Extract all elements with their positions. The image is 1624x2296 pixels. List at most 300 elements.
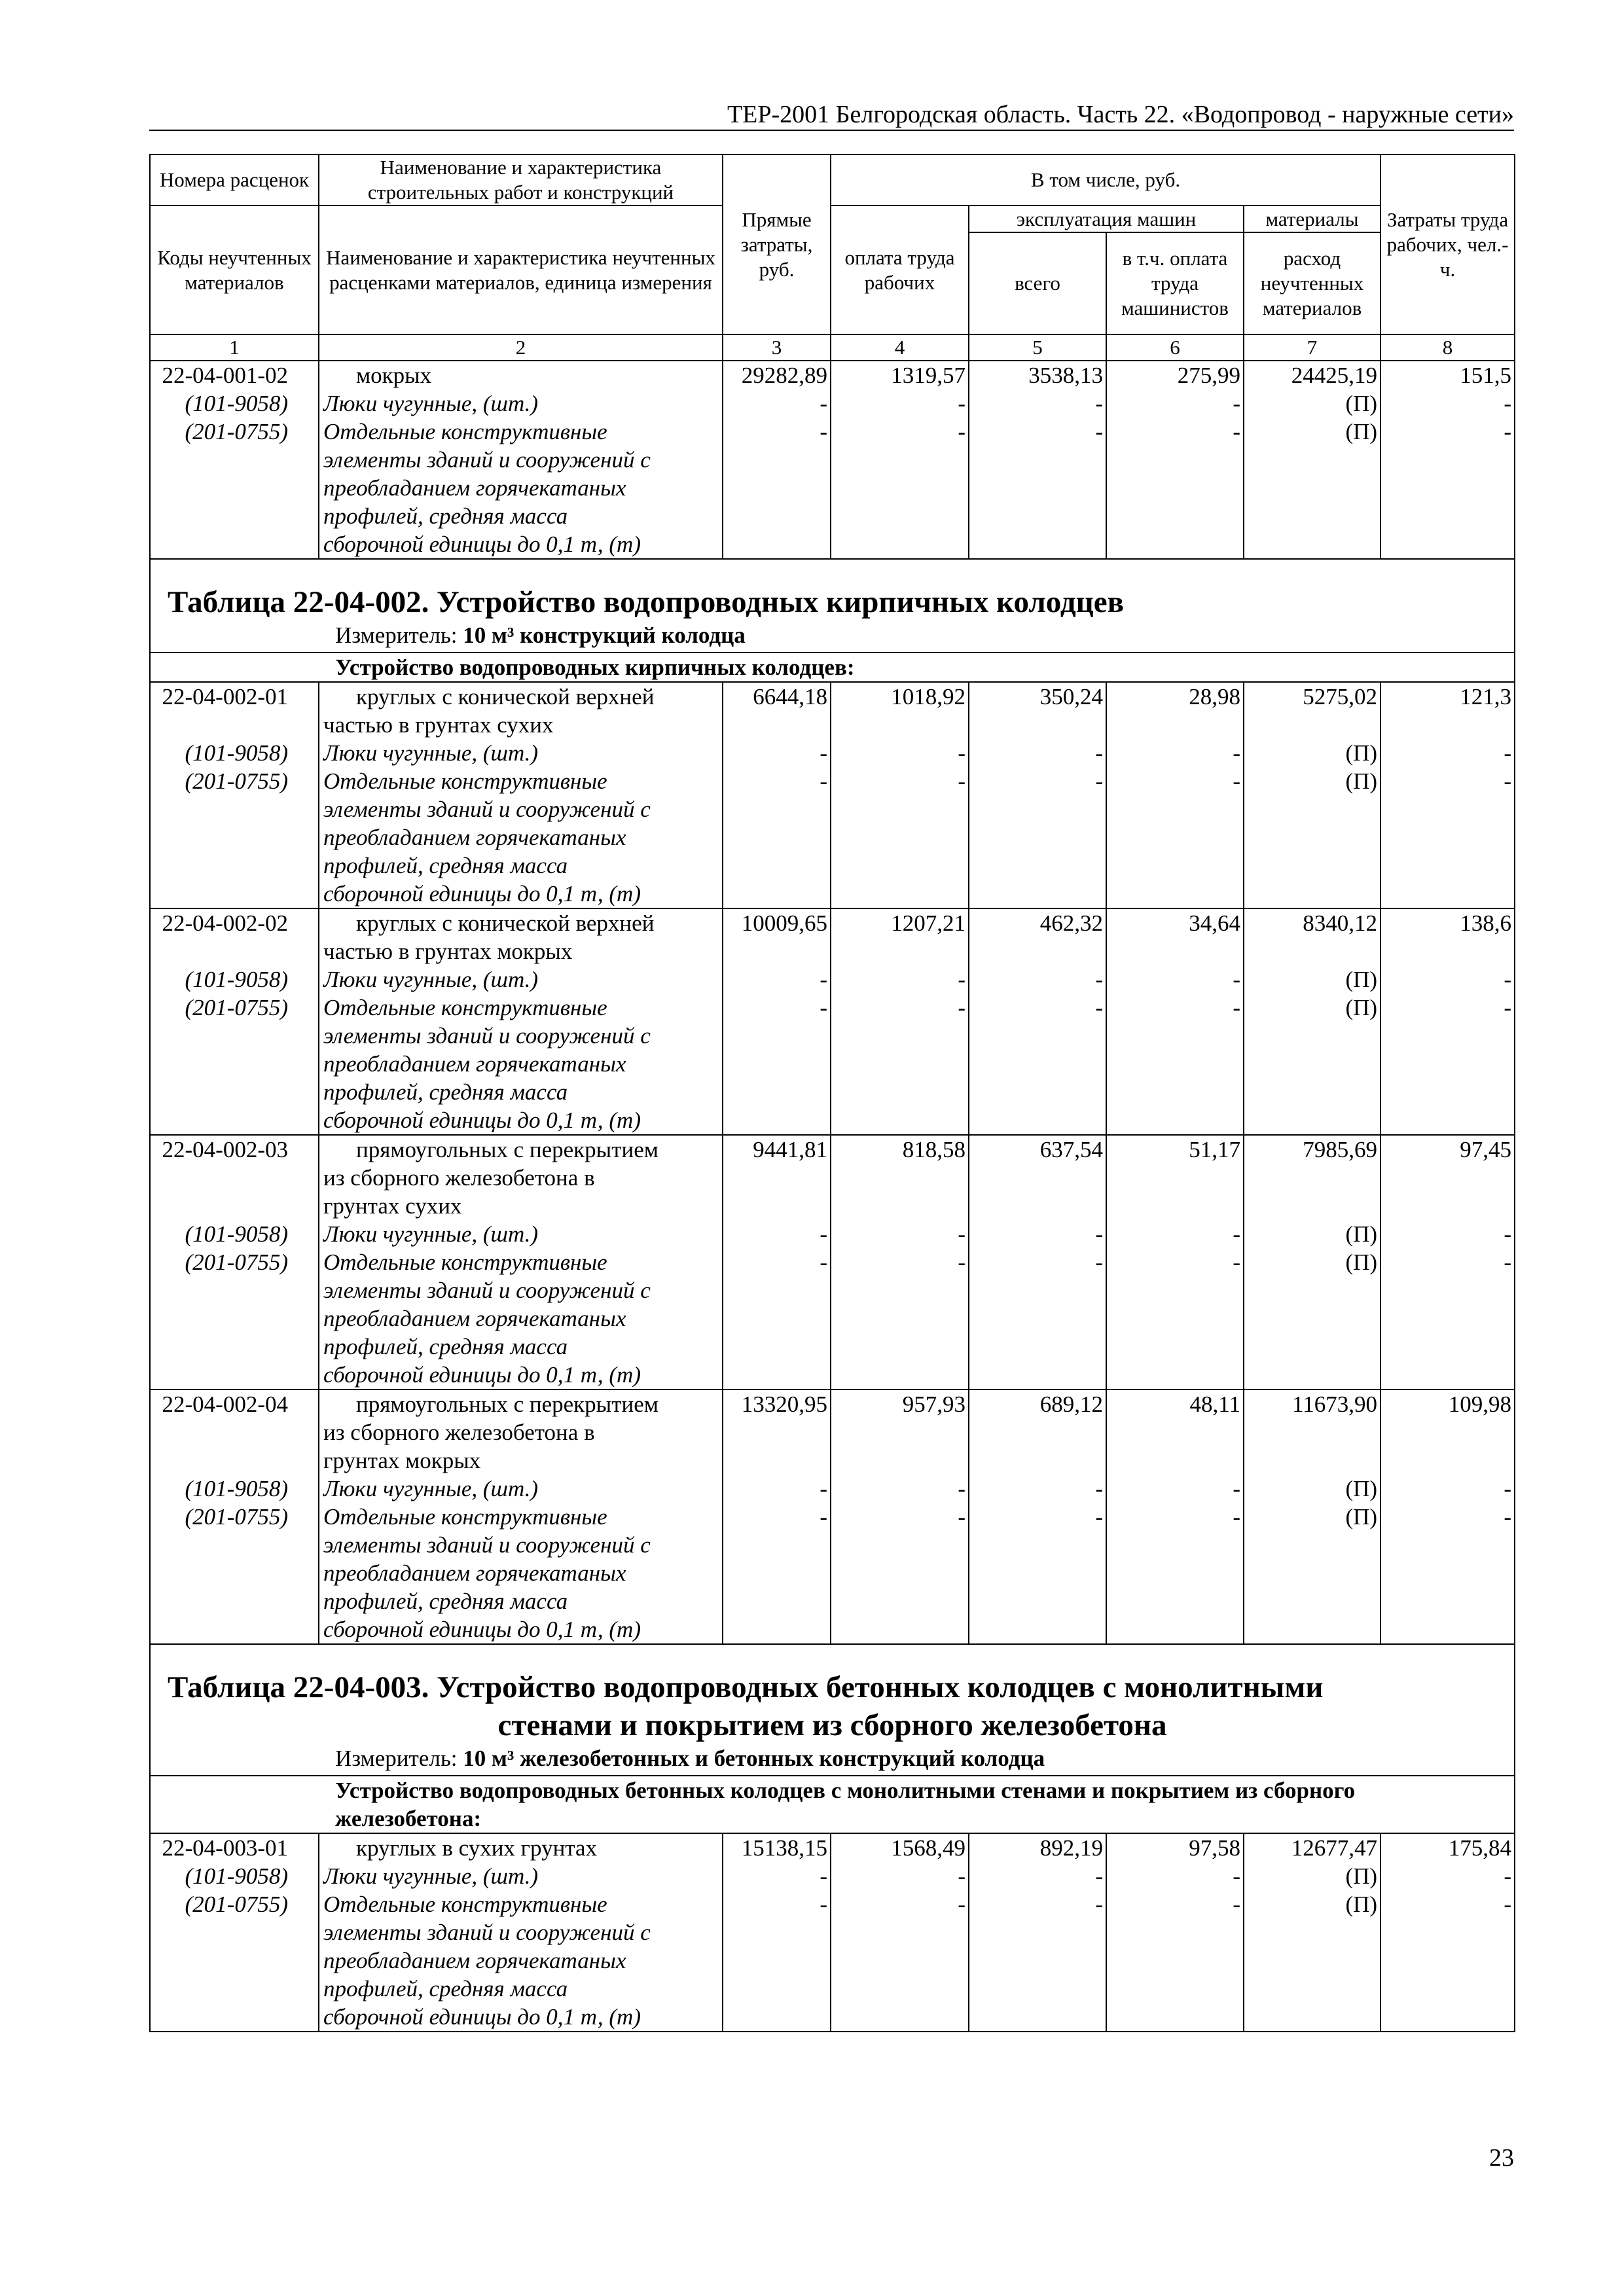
value: -: [1233, 419, 1240, 444]
spacer: [1244, 1418, 1377, 1446]
value-cell: [969, 1833, 1106, 2032]
spacer: [723, 937, 827, 965]
spacer: [1244, 1446, 1377, 1475]
value: -: [958, 1249, 965, 1275]
page-header: ТЕР-2001 Белгородская область. Часть 22. «Водопровод - наружные сети»: [727, 101, 1514, 128]
value-cell: [1380, 1135, 1515, 1390]
value-cell: [723, 361, 831, 559]
col1-subheader: Коды неучтенных материалов: [150, 206, 319, 334]
value-cell: [969, 682, 1106, 908]
col-number: 3: [723, 334, 831, 361]
material-description: элементы зданий и сооружений с: [323, 797, 651, 822]
material-code: (101-9058): [185, 967, 288, 992]
rate-code: 22-04-001-02: [162, 363, 288, 388]
value: -: [1095, 768, 1103, 794]
materials-header: материалы: [1244, 206, 1380, 232]
value-cell: [1106, 1390, 1244, 1644]
value: -: [820, 995, 827, 1020]
spacer: [831, 1164, 965, 1192]
machines-header: эксплуатация машин: [969, 206, 1244, 232]
material-code: (201-0755): [185, 1504, 288, 1530]
work-description: грунтах сухих: [323, 1193, 462, 1219]
spacer: [1107, 1446, 1240, 1475]
value: 7985,69: [1303, 1137, 1378, 1162]
material-code: (101-9058): [185, 1476, 288, 1501]
value: 138,6: [1460, 910, 1512, 936]
unaccounted-materials-header: расход неучтенных материалов: [1244, 232, 1380, 334]
labor-pay-header: оплата труда рабочих: [831, 206, 969, 334]
material-description: элементы зданий и сооружений с: [323, 447, 651, 473]
material-code: (201-0755): [185, 419, 288, 444]
value: 24425,19: [1291, 363, 1378, 388]
section-text: Устройство водопроводных кирпичных колодцев:: [335, 655, 855, 680]
measure-label: Измеритель:: [335, 622, 458, 648]
col1-header: Номера расценок: [150, 154, 319, 206]
value: (П): [1345, 995, 1378, 1020]
material-code: (201-0755): [185, 1249, 288, 1275]
rate-codes-cell: [150, 1833, 319, 2032]
rate-description-cell: [319, 1135, 723, 1390]
value: 350,24: [1039, 684, 1103, 709]
material-description: Отдельные конструктивные: [323, 1249, 607, 1275]
value-cell: [1244, 1390, 1380, 1644]
material-description: преобладанием горячекатаных: [323, 1560, 626, 1586]
value-cell: [723, 1833, 831, 2032]
spacer: [1381, 937, 1511, 965]
material-description: сборочной единицы до 0,1 т, (т): [323, 1107, 641, 1133]
value: 13320,95: [741, 1391, 827, 1417]
value: -: [958, 995, 965, 1020]
value-cell: [1106, 1135, 1244, 1390]
value: 1018,92: [891, 684, 965, 709]
rate-codes-cell: [150, 361, 319, 559]
material-description: Отдельные конструктивные: [323, 419, 607, 444]
value: -: [1095, 1863, 1103, 1889]
material-description: профилей, средняя масса: [323, 1334, 568, 1359]
spacer: [1107, 937, 1240, 965]
value: 462,32: [1039, 910, 1103, 936]
spacer: [831, 937, 965, 965]
value: -: [1095, 1221, 1103, 1247]
value: -: [1095, 419, 1103, 444]
rate-code: 22-04-002-02: [162, 910, 288, 936]
value: -: [1504, 967, 1512, 992]
spacer: [969, 1446, 1103, 1475]
value: (П): [1345, 1476, 1378, 1501]
spacer: [1244, 1164, 1377, 1192]
value: 275,99: [1177, 363, 1240, 388]
work-description: частью в грунтах мокрых: [323, 939, 573, 964]
value-cell: [1106, 361, 1244, 559]
value-cell: [969, 1135, 1106, 1390]
value-cell: [1106, 1833, 1244, 2032]
value: 1568,49: [891, 1835, 965, 1861]
spacer: [723, 1192, 827, 1220]
rate-code: 22-04-003-01: [162, 1835, 288, 1861]
value: (П): [1345, 1892, 1378, 1917]
value: 121,3: [1460, 684, 1512, 709]
page-number: 23: [1489, 2144, 1514, 2172]
value: -: [820, 1504, 827, 1530]
value-cell: [723, 1135, 831, 1390]
section-row: [150, 653, 1515, 682]
value: -: [1504, 391, 1512, 416]
rate-row: [150, 361, 1515, 559]
value: -: [958, 1476, 965, 1501]
value-cell: [1380, 361, 1515, 559]
value-cell: [1380, 1390, 1515, 1644]
measure-line: [151, 621, 1514, 649]
value: (П): [1345, 740, 1378, 766]
value: -: [820, 1249, 827, 1275]
rate-description-cell: [319, 361, 723, 559]
value-cell: [831, 682, 969, 908]
material-description: Люки чугунные, (шт.): [323, 1476, 539, 1501]
value: -: [1233, 1863, 1240, 1889]
including-header: В том числе, руб.: [831, 154, 1380, 206]
value: (П): [1345, 1249, 1378, 1275]
material-code: [151, 711, 288, 739]
col-number: 1: [150, 334, 319, 361]
spacer: [831, 711, 965, 739]
material-code: (101-9058): [185, 1863, 288, 1889]
col-number: 4: [831, 334, 969, 361]
material-description: элементы зданий и сооружений с: [323, 1278, 651, 1303]
value: 51,17: [1189, 1137, 1240, 1162]
value: -: [1233, 1221, 1240, 1247]
value: (П): [1345, 1863, 1378, 1889]
material-code: (101-9058): [185, 740, 288, 766]
value: -: [820, 419, 827, 444]
value: -: [958, 740, 965, 766]
spacer: [969, 1192, 1103, 1220]
spacer: [723, 1418, 827, 1446]
value: -: [958, 967, 965, 992]
value: (П): [1345, 967, 1378, 992]
work-description: прямоугольных с перекрытием: [356, 1391, 659, 1417]
section-heading: [150, 653, 1515, 682]
value: -: [1233, 995, 1240, 1020]
value-cell: [969, 361, 1106, 559]
value-cell: [1380, 1833, 1515, 2032]
section-row: [150, 1776, 1515, 1833]
material-code: [151, 1446, 288, 1475]
value: 6644,18: [753, 684, 827, 709]
value: -: [958, 768, 965, 794]
value-cell: [1244, 361, 1380, 559]
table-title: Таблица 22-04-003. Устройство водопроводных бетонных колодцев с монолитными: [168, 1670, 1324, 1704]
value: -: [820, 768, 827, 794]
material-description: сборочной единицы до 0,1 т, (т): [323, 1617, 641, 1642]
spacer: [723, 711, 827, 739]
material-code: [151, 1418, 288, 1446]
material-description: сборочной единицы до 0,1 т, (т): [323, 1362, 641, 1388]
value: 11673,90: [1292, 1391, 1378, 1417]
value: -: [1233, 768, 1240, 794]
rate-row: [150, 1135, 1515, 1390]
rate-codes-cell: [150, 1135, 319, 1390]
work-description: из сборного железобетона в: [323, 1165, 595, 1191]
value-cell: [723, 682, 831, 908]
work-description: круглых с конической верхней: [356, 910, 655, 936]
rate-codes-cell: [150, 1390, 319, 1644]
value-cell: [831, 1390, 969, 1644]
work-description: круглых с конической верхней: [356, 684, 655, 709]
material-code: (101-9058): [185, 1221, 288, 1247]
value: (П): [1345, 768, 1378, 794]
material-description: Люки чугунные, (шт.): [323, 967, 539, 992]
value: -: [820, 1476, 827, 1501]
material-code: (201-0755): [185, 1892, 288, 1917]
material-code: [151, 1192, 288, 1220]
material-code: [151, 1164, 288, 1192]
value: -: [1504, 995, 1512, 1020]
table-title: стенами и покрытием из сборного железобетона: [497, 1708, 1167, 1742]
material-description: преобладанием горячекатаных: [323, 1306, 626, 1331]
material-description: элементы зданий и сооружений с: [323, 1532, 651, 1558]
rate-description-cell: [319, 1833, 723, 2032]
value: -: [1504, 1863, 1512, 1889]
work-description: мокрых: [356, 363, 432, 388]
value: -: [1095, 1504, 1103, 1530]
value: 97,45: [1460, 1137, 1512, 1162]
value-cell: [1244, 1135, 1380, 1390]
value: 818,58: [902, 1137, 965, 1162]
value: 8340,12: [1303, 910, 1378, 936]
material-description: преобладанием горячекатаных: [323, 1948, 626, 1973]
measure-label: Измеритель:: [335, 1746, 458, 1771]
value-cell: [831, 361, 969, 559]
value: 29282,89: [741, 363, 827, 388]
value-cell: [723, 908, 831, 1135]
value: (П): [1345, 391, 1378, 416]
work-description: из сборного железобетона в: [323, 1420, 595, 1445]
rate-code: 22-04-002-01: [162, 684, 288, 709]
col-number: 7: [1244, 334, 1380, 361]
section-text: железобетона:: [335, 1806, 482, 1831]
value-cell: [1106, 682, 1244, 908]
material-description: Люки чугунные, (шт.): [323, 1221, 539, 1247]
material-code: (101-9058): [185, 391, 288, 416]
value: -: [1095, 1892, 1103, 1917]
work-description: прямоугольных с перекрытием: [356, 1137, 659, 1162]
spacer: [969, 937, 1103, 965]
col-number: 2: [319, 334, 723, 361]
value: 9441,81: [753, 1137, 827, 1162]
material-description: Люки чугунные, (шт.): [323, 1863, 539, 1889]
spacer: [831, 1446, 965, 1475]
value: 97,58: [1189, 1835, 1240, 1861]
value: -: [1095, 995, 1103, 1020]
value-cell: [1244, 1833, 1380, 2032]
table-title-cell: [150, 559, 1515, 653]
section-text: Устройство водопроводных бетонных колодцев с монолитными стенами и покрытием из сборного: [335, 1778, 1356, 1803]
value: 10009,65: [741, 910, 827, 936]
value: 637,54: [1039, 1137, 1103, 1162]
value-cell: [969, 1390, 1106, 1644]
material-description: Отдельные конструктивные: [323, 995, 607, 1020]
value: 957,93: [902, 1391, 965, 1417]
direct-costs-header: Прямые затраты, руб.: [723, 154, 831, 334]
work-description: круглых в сухих грунтах: [356, 1835, 598, 1861]
value: 892,19: [1039, 1835, 1103, 1861]
section-heading: [150, 1776, 1515, 1833]
spacer: [1107, 1192, 1240, 1220]
value: -: [820, 1892, 827, 1917]
material-description: преобладанием горячекатаных: [323, 825, 626, 850]
value: -: [958, 1892, 965, 1917]
material-description: Отдельные конструктивные: [323, 1504, 607, 1530]
spacer: [1381, 1192, 1511, 1220]
value: -: [820, 1221, 827, 1247]
header-rule: [149, 130, 1514, 131]
col2-header: Наименование и характеристика строительных работ и конструкций: [319, 154, 723, 206]
value: -: [958, 1863, 965, 1889]
spacer: [831, 1192, 965, 1220]
spacer: [1107, 1164, 1240, 1192]
value: -: [1233, 1892, 1240, 1917]
rate-row: [150, 908, 1515, 1135]
value: -: [1095, 1476, 1103, 1501]
spacer: [1381, 711, 1511, 739]
material-description: профилей, средняя масса: [323, 853, 568, 878]
spacer: [831, 1418, 965, 1446]
rates-table: [149, 154, 1515, 2032]
table-title-row: [150, 1644, 1515, 1776]
material-description: профилей, средняя масса: [323, 503, 568, 529]
rate-row: [150, 1833, 1515, 2032]
spacer: [969, 1164, 1103, 1192]
value: (П): [1345, 1504, 1378, 1530]
measure-line: [151, 1744, 1514, 1772]
spacer: [1107, 1418, 1240, 1446]
spacer: [1381, 1446, 1511, 1475]
value: 34,64: [1189, 910, 1240, 936]
value: -: [1095, 391, 1103, 416]
col2-subheader: Наименование и характеристика неучтенных расценками материалов, единица измерения: [319, 206, 723, 334]
material-description: элементы зданий и сооружений с: [323, 1920, 651, 1945]
value: 175,84: [1448, 1835, 1512, 1861]
value: 1207,21: [891, 910, 965, 936]
value: 3538,13: [1028, 363, 1103, 388]
spacer: [1244, 1192, 1377, 1220]
work-description: грунтах мокрых: [323, 1448, 481, 1473]
material-description: Люки чугунные, (шт.): [323, 391, 539, 416]
material-description: Отдельные конструктивные: [323, 768, 607, 794]
rate-codes-cell: [150, 908, 319, 1135]
value: -: [1504, 1249, 1512, 1275]
value: -: [1504, 1892, 1512, 1917]
spacer: [1244, 937, 1377, 965]
value: -: [1233, 1504, 1240, 1530]
value: -: [820, 1863, 827, 1889]
col-number: 8: [1380, 334, 1515, 361]
work-description: частью в грунтах сухих: [323, 712, 554, 738]
value: 1319,57: [891, 363, 965, 388]
value-cell: [1380, 908, 1515, 1135]
measure-value: 10 м³ железобетонных и бетонных конструкций колодца: [463, 1746, 1045, 1771]
value: -: [1504, 419, 1512, 444]
material-code: (201-0755): [185, 768, 288, 794]
rate-code: 22-04-002-03: [162, 1137, 288, 1162]
value: -: [1233, 391, 1240, 416]
value: 5275,02: [1303, 684, 1378, 709]
spacer: [723, 1446, 827, 1475]
spacer: [723, 1164, 827, 1192]
value: -: [958, 419, 965, 444]
col-number: 5: [969, 334, 1106, 361]
value-cell: [1106, 908, 1244, 1135]
value: -: [1095, 740, 1103, 766]
rate-code: 22-04-002-04: [162, 1391, 288, 1417]
value: -: [1504, 1476, 1512, 1501]
value-cell: [831, 1833, 969, 2032]
material-description: преобладанием горячекатаных: [323, 475, 626, 501]
material-code: (201-0755): [185, 995, 288, 1020]
value-cell: [831, 908, 969, 1135]
value: -: [958, 391, 965, 416]
spacer: [1381, 1164, 1511, 1192]
col-number: 6: [1106, 334, 1244, 361]
material-description: преобладанием горячекатаных: [323, 1051, 626, 1077]
rate-row: [150, 682, 1515, 908]
value-cell: [1380, 682, 1515, 908]
value: -: [1095, 1249, 1103, 1275]
value: 48,11: [1189, 1391, 1240, 1417]
value-cell: [831, 1135, 969, 1390]
value: 28,98: [1189, 684, 1240, 709]
labor-costs-header: Затраты труда рабочих, чел.-ч.: [1380, 154, 1515, 334]
table-title-cell: [150, 1644, 1515, 1776]
value: -: [958, 1504, 965, 1530]
value: -: [1095, 967, 1103, 992]
rate-description-cell: [319, 908, 723, 1135]
value: 15138,15: [741, 1835, 827, 1861]
table-title-row: [150, 559, 1515, 653]
material-description: Люки чугунные, (шт.): [323, 740, 539, 766]
rate-description-cell: [319, 1390, 723, 1644]
value: 151,5: [1460, 363, 1512, 388]
measure-value: 10 м³ конструкций колодца: [463, 622, 746, 648]
value-cell: [969, 908, 1106, 1135]
value: -: [1233, 967, 1240, 992]
value: -: [1233, 740, 1240, 766]
material-description: элементы зданий и сооружений с: [323, 1023, 651, 1049]
machines-total-header: всего: [969, 232, 1106, 334]
rate-description-cell: [319, 682, 723, 908]
value: 689,12: [1039, 1391, 1103, 1417]
value: 12677,47: [1291, 1835, 1378, 1861]
value: -: [1504, 768, 1512, 794]
rate-row: [150, 1390, 1515, 1644]
value: -: [820, 391, 827, 416]
material-description: сборочной единицы до 0,1 т, (т): [323, 881, 641, 906]
value: -: [820, 967, 827, 992]
value: -: [958, 1221, 965, 1247]
value: -: [1504, 1221, 1512, 1247]
value-cell: [1244, 908, 1380, 1135]
value: -: [1504, 740, 1512, 766]
spacer: [1107, 711, 1240, 739]
value-cell: [723, 1390, 831, 1644]
material-description: Отдельные конструктивные: [323, 1892, 607, 1917]
material-description: профилей, средняя масса: [323, 1079, 568, 1105]
value: -: [1233, 1476, 1240, 1501]
value: -: [820, 740, 827, 766]
value: -: [1504, 1504, 1512, 1530]
spacer: [969, 711, 1103, 739]
value: (П): [1345, 1221, 1378, 1247]
